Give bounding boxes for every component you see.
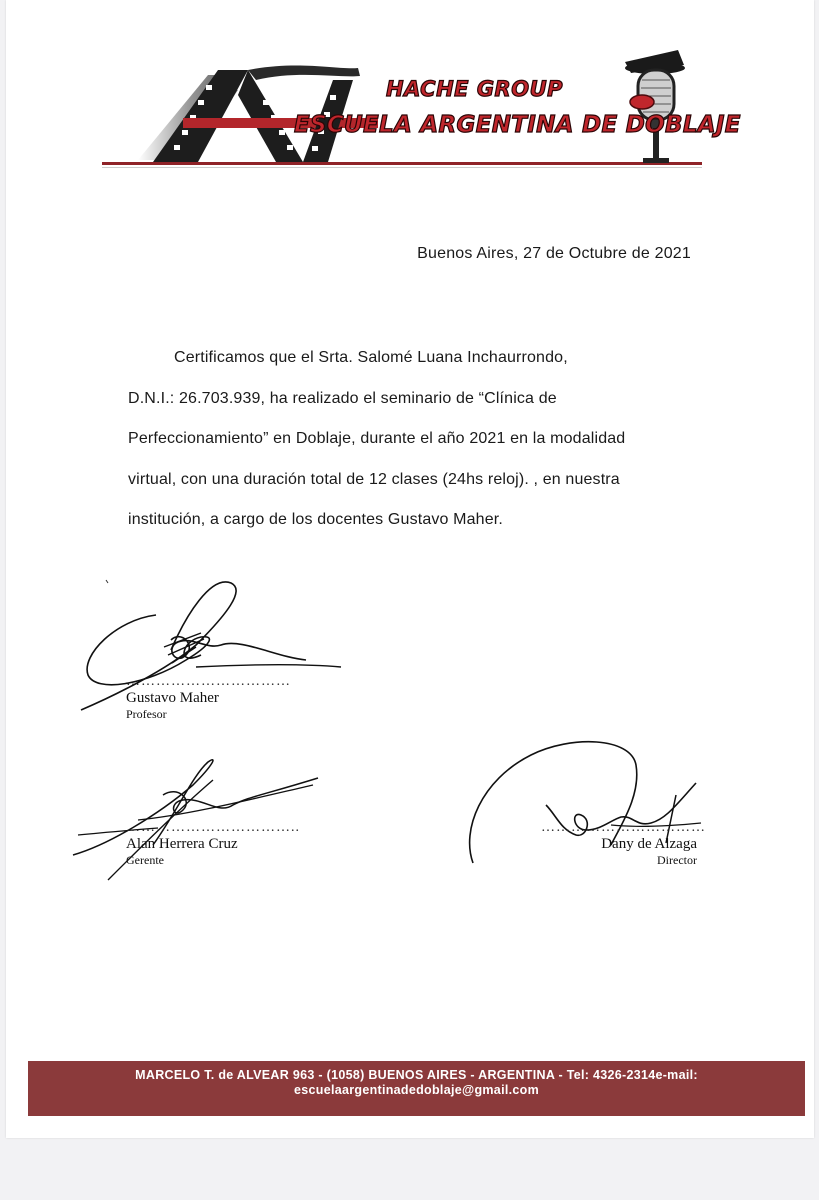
footer-address: MARCELO T. de ALVEAR 963 - (1058) BUENOS AIRES - ARGENTINA - Tel: 4326-2314e-mail: bbox=[135, 1068, 698, 1082]
signature-dots: …………………………… bbox=[541, 820, 706, 835]
footer-email: escuelaargentinadedoblaje@gmail.com bbox=[294, 1083, 539, 1097]
certificate-body bbox=[128, 338, 718, 541]
signer-role: Director bbox=[657, 853, 697, 867]
date-line: Buenos Aires, 27 de Octubre de 2021 bbox=[417, 245, 691, 262]
signer-role: Profesor bbox=[126, 707, 167, 721]
body-line: D.N.I.: 26.703.939, ha realizado el seminario de “Clínica de bbox=[128, 389, 557, 407]
logo-title-escuela: ESCUELA ARGENTINA DE DOBLAJE bbox=[294, 112, 741, 138]
document-page bbox=[6, 0, 814, 1138]
footer-address-band bbox=[28, 1061, 805, 1116]
microphone-icon bbox=[625, 50, 685, 163]
signer-role: Gerente bbox=[126, 853, 164, 867]
body-line: Certificamos que el Srta. Salomé Luana Inchaurrondo, bbox=[174, 349, 568, 366]
signer-name: Dany de Alzaga bbox=[601, 836, 697, 852]
signature-block-gerente bbox=[126, 820, 300, 868]
signature-dots: …………………………….. bbox=[126, 820, 300, 835]
logo-title-hache-group: HACHE GROUP bbox=[386, 77, 564, 101]
signature-dots: …………………………… bbox=[126, 674, 291, 689]
body-line: virtual, con una duración total de 12 clases (24hs reloj). , en nuestra bbox=[128, 470, 620, 488]
signature-block-profesor bbox=[126, 674, 291, 722]
signature-block-director bbox=[541, 820, 706, 868]
body-line: institución, a cargo de los docentes Gustavo Maher. bbox=[128, 511, 503, 529]
body-line: Perfeccionamiento” en Doblaje, durante el año 2021 en la modalidad bbox=[128, 430, 626, 448]
school-logo bbox=[98, 40, 708, 170]
signer-name: Alan Herrera Cruz bbox=[126, 836, 238, 852]
signer-name: Gustavo Maher bbox=[126, 690, 219, 706]
